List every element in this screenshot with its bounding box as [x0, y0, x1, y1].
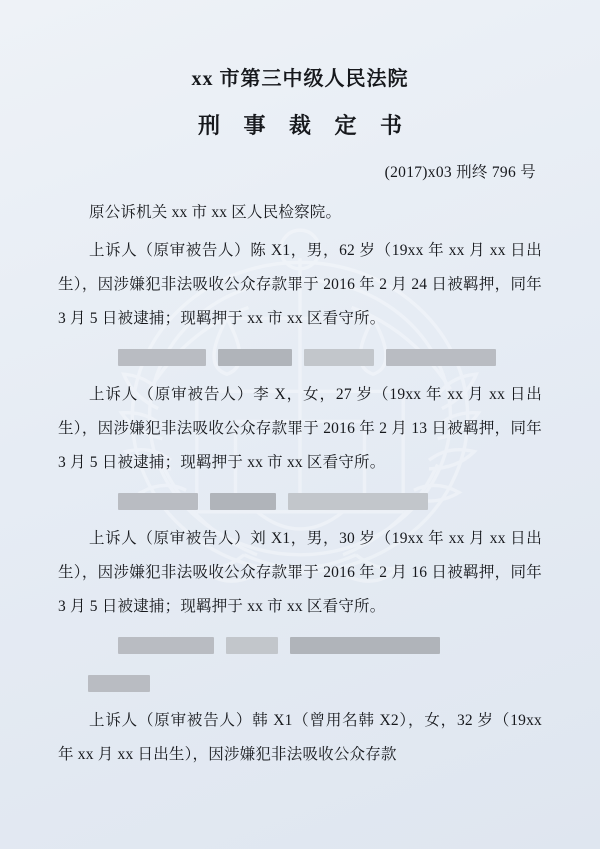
- paragraph-appellant-2: 上诉人（原审被告人）李 X，女，27 岁（19xx 年 xx 月 xx 日出生），因涉嫌犯非法吸收公众存款罪于 2016 年 2 月 13 日被羁押，同年 3 月 5 日被逮捕；现羁押于 xx 市 xx 区看守所。: [58, 386, 542, 471]
- paragraph-prosecution-organ: 原公诉机关 xx 市 xx 区人民检察院。: [89, 204, 342, 221]
- redaction-block-4: [58, 666, 542, 700]
- paragraph-appellant-3: 上诉人（原审被告人）刘 X1，男，30 岁（19xx 年 xx 月 xx 日出生），因涉嫌犯非法吸收公众存款罪于 2016 年 2 月 16 日被羁押，同年 3 月 5 日被逮捕；现羁押于 xx 市 xx 区看守所。: [58, 530, 542, 615]
- case-number: (2017)x03 刑终 796 号: [384, 164, 536, 181]
- paragraph-appellant-1: 上诉人（原审被告人）陈 X1，男，62 岁（19xx 年 xx 月 xx 日出生），因涉嫌犯非法吸收公众存款罪于 2016 年 2 月 24 日被羁押，同年 3 月 5 日被逮捕；现羁押于 xx 市 xx 区看守所。: [58, 242, 542, 327]
- redaction-block-2: [58, 484, 542, 518]
- document-title: 刑 事 裁 定 书: [197, 113, 411, 138]
- court-name: xx 市第三中级人民法院: [191, 68, 409, 90]
- redaction-block-1: [58, 340, 542, 374]
- paragraph-appellant-4: 上诉人（原审被告人）韩 X1（曾用名韩 X2），女，32 岁（19xx 年 xx 月 xx 日出生），因涉嫌犯非法吸收公众存款: [58, 712, 542, 763]
- redaction-block-3: [58, 628, 542, 662]
